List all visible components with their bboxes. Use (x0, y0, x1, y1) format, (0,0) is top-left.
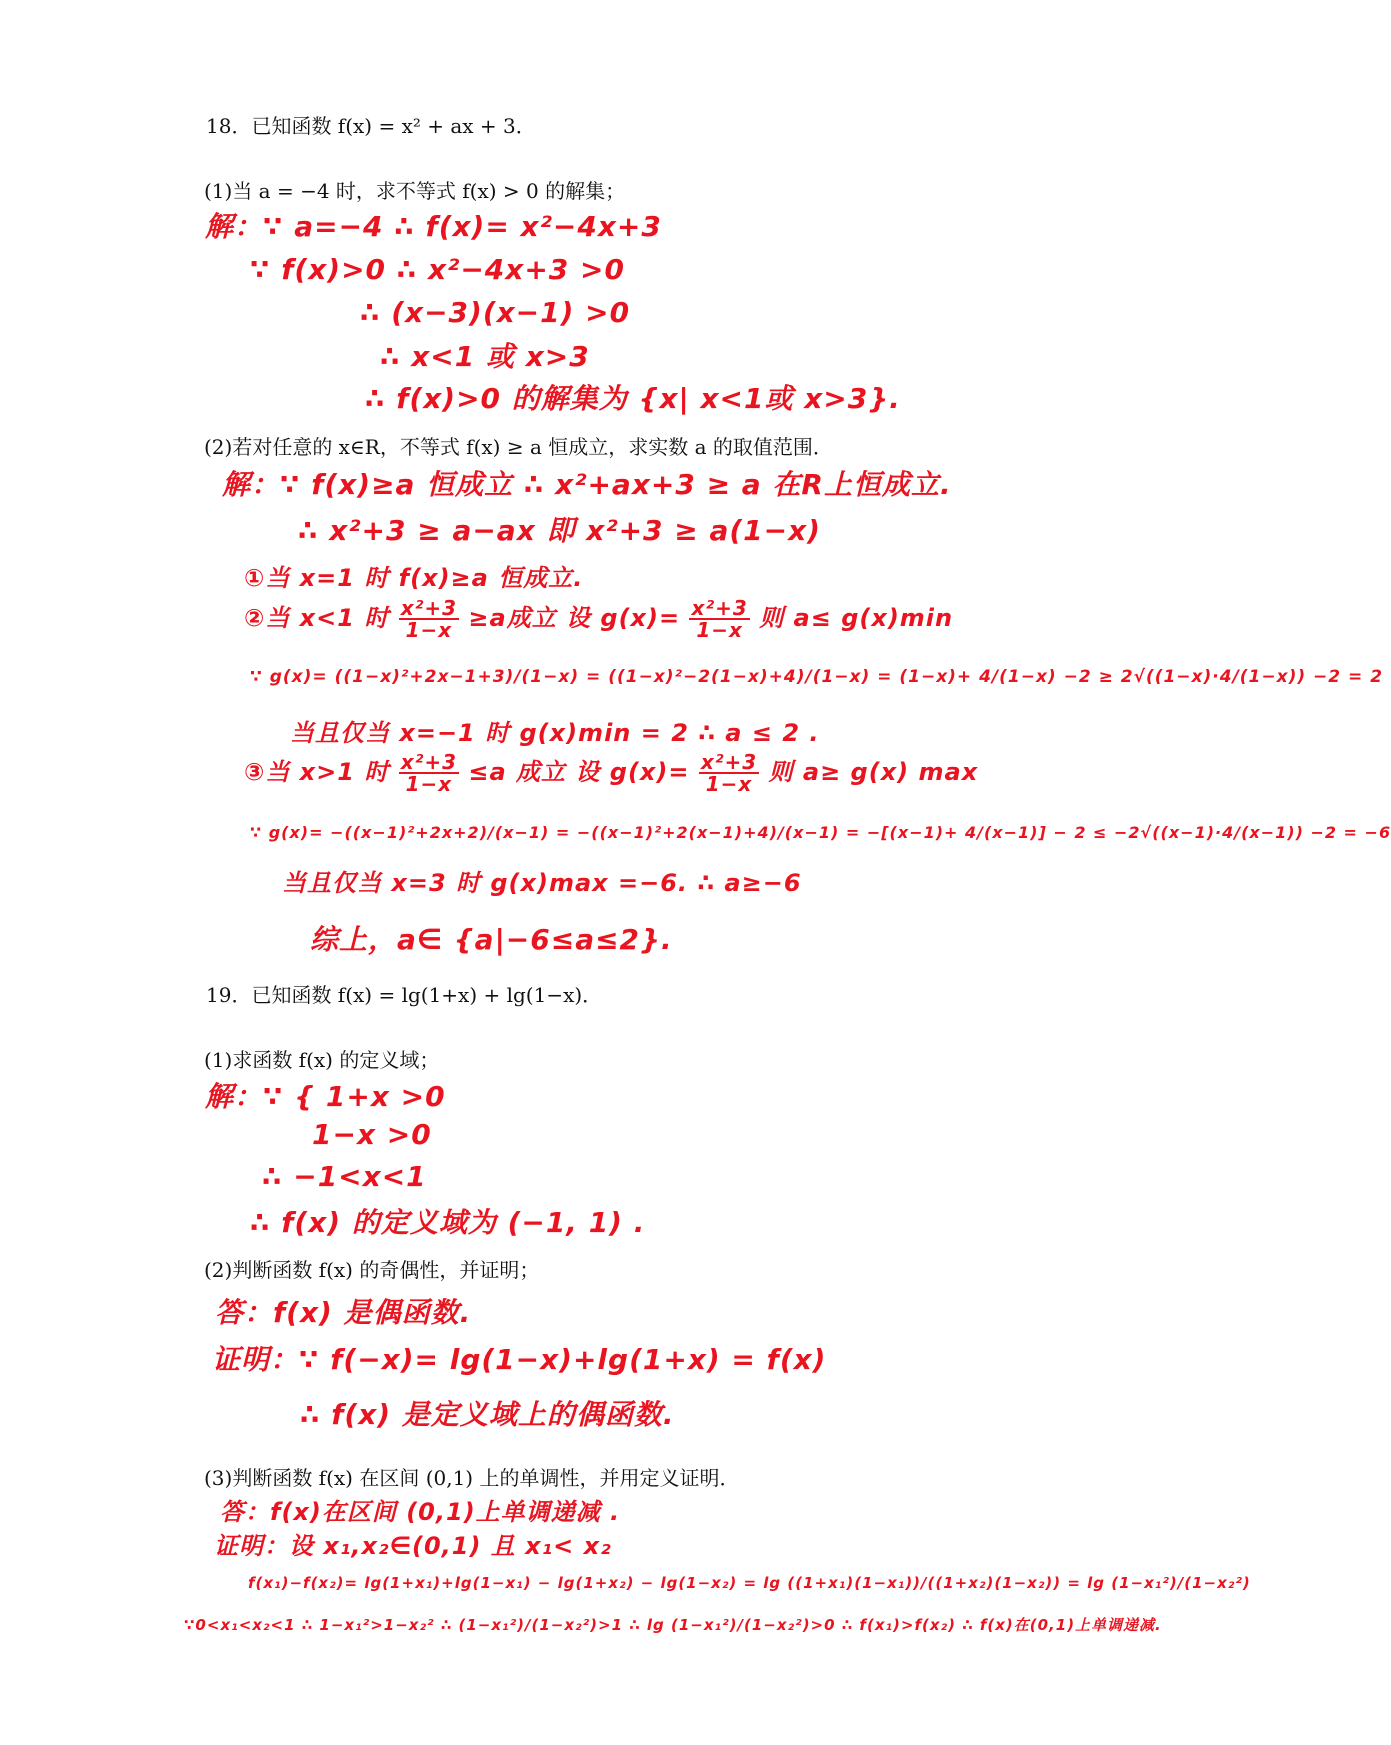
answer-18-1-line3: ∴ (x−3)(x−1) >0 (360, 296, 631, 329)
answer-18-2-case2 (244, 598, 953, 640)
answer-18-2-line1: 解：∵ f(x)≥a 恒成立 ∴ x²+ax+3 ≥ a 在R上恒成立. (222, 468, 952, 501)
case3-g-fraction (699, 752, 759, 794)
answer-19-3-line2: 证明：设 x₁,x₂∈(0,1) 且 x₁< x₂ (214, 1532, 612, 1560)
answer-18-2-case2-derivation: ∵ g(x)= ((1−x)²+2x−1+3)/(1−x) = ((1−x)²−2(1−x)+4)/(1−x) = (1−x)+ 4/(1−x) −2 ≥ 2√((1−x)·4/(1−x)) −2 = 2 (250, 667, 1384, 687)
answer-19-1-line4: ∴ f(x) 的定义域为 (−1, 1) . (250, 1206, 646, 1239)
case3-fraction-denominator: 1−x (405, 772, 453, 796)
answer-18-1-line5: ∴ f(x)>0 的解集为 {x| x<1或 x>3}. (365, 382, 901, 415)
answer-18-2-conclusion: 综上，a∈ {a|−6≤a≤2}. (310, 923, 673, 956)
problem-19-part3-question: (3)判断函数 f(x) 在区间 (0,1) 上的单调性，并用定义证明． (204, 1466, 740, 1490)
case2-fraction-numerator: x²+3 (400, 596, 458, 620)
answer-18-1-line2: ∵ f(x)>0 ∴ x²−4x+3 >0 (250, 253, 625, 286)
answer-19-3-line4: ∵0<x₁<x₂<1 ∴ 1−x₁²>1−x₂² ∴ (1−x₁²)/(1−x₂²)>1 ∴ lg (1−x₁²)/(1−x₂²)>0 ∴ f(x₁)>f(x₂) ∴ f(x)在(0,1)上单调递减. (184, 1616, 1162, 1634)
case2-mid: ≥a成立 设 g(x)= (468, 604, 681, 632)
case3-suffix: 则 a≥ g(x) max (768, 758, 979, 786)
answer-18-2-line2: ∴ x²+3 ≥ a−ax 即 x²+3 ≥ a(1−x) (298, 514, 821, 547)
problem-18-part1-question: (1)当 a = −4 时，求不等式 f(x) > 0 的解集； (204, 179, 626, 203)
answer-18-2-case3-derivation: ∵ g(x)= −((x−1)²+2x+2)/(x−1) = −((x−1)²+2(x−1)+4)/(x−1) = −[(x−1)+ 4/(x−1)] − 2 ≤ −2√((x−1)·4/(x−1)) −2 = −6 (250, 823, 1391, 842)
case2-fraction-denominator: 1−x (405, 618, 453, 642)
problem-19-title: 19．已知函数 f(x) = lg(1+x) + lg(1−x)． (206, 983, 603, 1007)
answer-19-2-line1: 答：f(x) 是偶函数. (215, 1296, 472, 1329)
answer-18-2-case2-result: 当且仅当 x=−1 时 g(x)min = 2 ∴ a ≤ 2 . (290, 719, 820, 747)
problem-19-part1-question: (1)求函数 f(x) 的定义域； (204, 1048, 440, 1072)
answer-18-1-line4: ∴ x<1 或 x>3 (380, 340, 590, 373)
case3-g-denominator: 1−x (705, 772, 753, 796)
problem-19-part2-question: (2)判断函数 f(x) 的奇偶性，并证明； (204, 1258, 540, 1282)
answer-18-2-case3-result: 当且仅当 x=3 时 g(x)max =−6. ∴ a≥−6 (282, 869, 802, 897)
problem-18-title: 18．已知函数 f(x) = x² + ax + 3． (206, 114, 536, 138)
case3-mid: ≤a 成立 设 g(x)= (468, 758, 690, 786)
case3-fraction (399, 752, 459, 794)
answer-18-1-line1: 解：∵ a=−4 ∴ f(x)= x²−4x+3 (205, 210, 662, 243)
case3-g-numerator: x²+3 (700, 750, 758, 774)
case3-prefix: ③当 x>1 时 (244, 758, 390, 786)
answer-18-2-case1: ①当 x=1 时 f(x)≥a 恒成立. (244, 564, 584, 592)
case2-prefix: ②当 x<1 时 (244, 604, 390, 632)
answer-19-2-line2: 证明：∵ f(−x)= lg(1−x)+lg(1+x) = f(x) (212, 1343, 827, 1376)
answer-19-1-line3: ∴ −1<x<1 (262, 1160, 427, 1193)
case2-g-denominator: 1−x (696, 618, 743, 642)
case2-fraction (399, 598, 459, 640)
case2-suffix: 则 a≤ g(x)min (759, 604, 954, 632)
case3-fraction-numerator: x²+3 (400, 750, 458, 774)
case2-g-fraction (689, 598, 749, 640)
answer-19-2-line3: ∴ f(x) 是定义域上的偶函数. (300, 1398, 675, 1431)
answer-18-2-case3 (244, 752, 978, 794)
answer-19-1-line2: 1−x >0 (312, 1118, 432, 1151)
answer-19-3-line1: 答：f(x)在区间 (0,1)上单调递减 . (220, 1498, 621, 1526)
answer-19-1-line1: 解：∵ { 1+x >0 (205, 1080, 446, 1113)
problem-18-part2-question: (2)若对任意的 x∈R，不等式 f(x) ≥ a 恒成立，求实数 a 的取值范围． (204, 435, 833, 459)
answer-19-3-line3: f(x₁)−f(x₂)= lg(1+x₁)+lg(1−x₁) − lg(1+x₂) − lg(1−x₂) = lg ((1+x₁)(1−x₁))/((1+x₂)(1−x₂)) = lg (1−x₁²)/(1−x₂²) (248, 1574, 1251, 1592)
case2-g-numerator: x²+3 (691, 596, 748, 620)
